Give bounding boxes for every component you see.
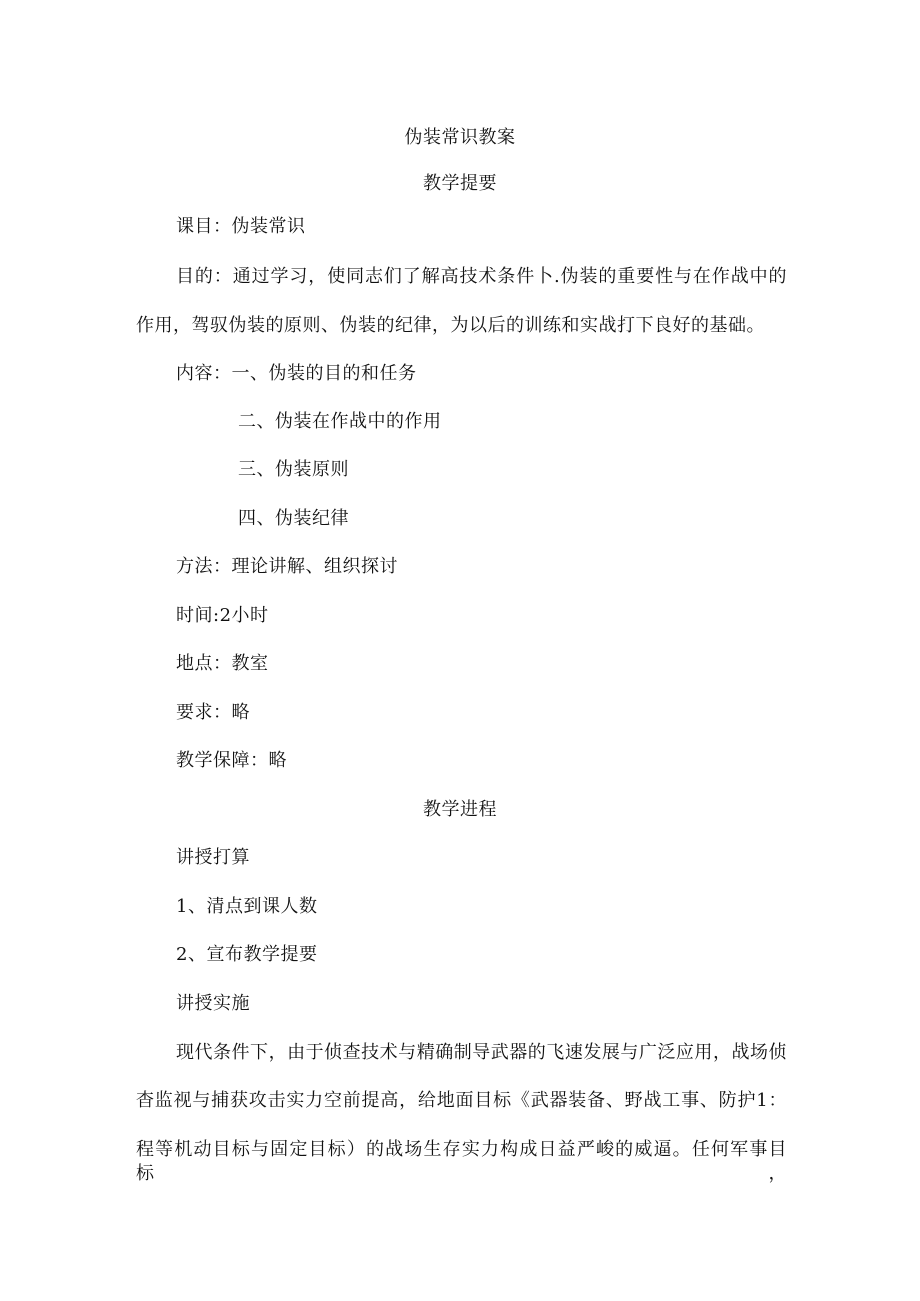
plan-heading: 讲授打算	[176, 847, 250, 868]
purpose-line-1: 目的：通过学习，使同志们了解高技术条件卜.伪装的重要性与在作战中的	[176, 266, 787, 287]
body-paragraph-line-3: 程等机动目标与固定目标）的战场生存实力构成日益严峻的威逼。任何军事目标，	[136, 1139, 787, 1184]
location-line: 地点：教室	[176, 653, 269, 674]
plan-step-2: 2、宣布教学提要	[176, 944, 318, 965]
support-line: 教学保障：略	[176, 750, 287, 771]
content-item-1: 内容：一、伪装的目的和任务	[176, 363, 417, 384]
document-title: 伪装常识教案	[404, 127, 516, 148]
time-line: 时间:2小时	[176, 605, 269, 626]
subject-line: 课目：伪装常识	[176, 216, 306, 237]
section-heading-progress: 教学进程	[423, 799, 497, 820]
requirement-line: 要求：略	[176, 702, 250, 723]
implement-heading: 讲授实施	[176, 993, 250, 1014]
method-line: 方法：理论讲解、组织探讨	[176, 556, 398, 577]
plan-step-1: 1、清点到课人数	[176, 896, 318, 917]
content-item-2: 二、伪装在作战中的作用	[238, 411, 442, 432]
body-paragraph-line-1: 现代条件下，由于侦查技术与精确制导武器的飞速发展与广泛应用，战场侦	[176, 1042, 787, 1063]
content-item-3: 三、伪装原则	[238, 459, 349, 480]
section-heading-outline: 教学提要	[423, 173, 497, 194]
purpose-line-2: 作用，驾驭伪装的原则、伪装的纪律，为以后的训练和实战打下良好的基础。	[136, 315, 765, 336]
body-paragraph-line-2: 杳监视与捕获攻击实力空前提高，给地面目标《武器装备、野战工事、防护1：	[136, 1090, 787, 1111]
content-item-4: 四、伪装纪律	[238, 508, 349, 529]
